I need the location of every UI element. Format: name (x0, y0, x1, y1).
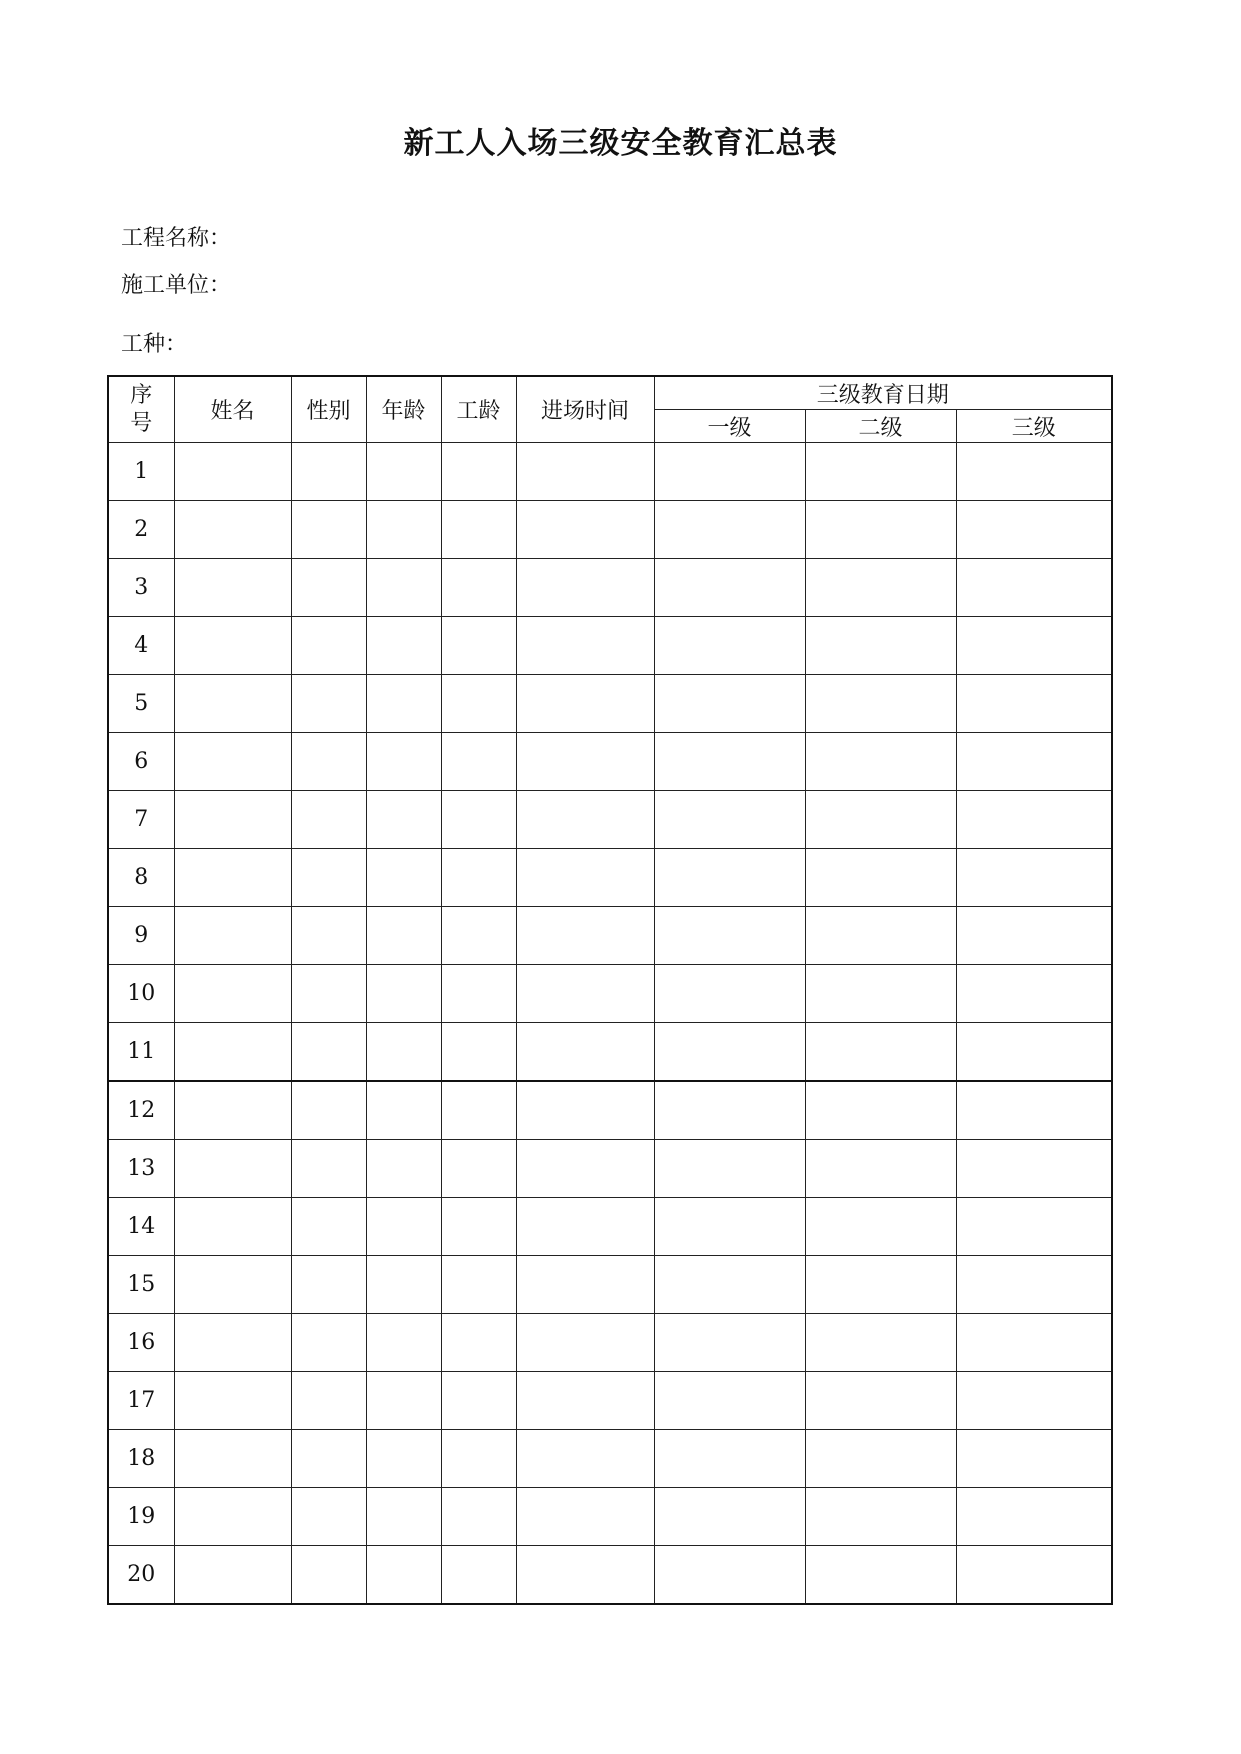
entry-time-cell[interactable] (516, 1198, 654, 1256)
level1-date-cell[interactable] (654, 849, 805, 907)
construction-unit-label: 施工单位： (121, 273, 232, 298)
entry-time-cell[interactable] (516, 617, 654, 675)
level3-date-cell[interactable] (956, 1023, 1112, 1082)
level2-date-cell[interactable] (805, 907, 956, 965)
header-entry-time: 进场时间 (516, 376, 654, 443)
seq-cell: 9 (108, 907, 174, 965)
level2-date-cell[interactable] (805, 1198, 956, 1256)
table-row (108, 1488, 1112, 1546)
gender-cell[interactable] (291, 965, 366, 1023)
work-years-cell[interactable] (441, 1546, 516, 1605)
gender-cell[interactable] (291, 733, 366, 791)
header-level1: 一级 (654, 410, 805, 443)
level2-date-cell[interactable] (805, 1488, 956, 1546)
age-cell[interactable] (366, 1081, 441, 1140)
table-row (108, 1081, 1112, 1140)
gender-cell[interactable] (291, 617, 366, 675)
level2-date-cell[interactable] (805, 1081, 956, 1140)
name-cell[interactable] (174, 1081, 291, 1140)
table-body (108, 376, 1112, 1604)
name-cell[interactable] (174, 907, 291, 965)
table-row (108, 617, 1112, 675)
entry-time-cell[interactable] (516, 791, 654, 849)
name-cell[interactable] (174, 1546, 291, 1605)
table-row (108, 1256, 1112, 1314)
level3-date-cell[interactable] (956, 559, 1112, 617)
work-years-cell[interactable] (441, 617, 516, 675)
level1-date-cell[interactable] (654, 1023, 805, 1082)
gender-cell[interactable] (291, 1140, 366, 1198)
name-cell[interactable] (174, 1140, 291, 1198)
entry-time-cell[interactable] (516, 965, 654, 1023)
name-cell[interactable] (174, 1430, 291, 1488)
header-edu-dates: 三级教育日期 (654, 376, 1112, 410)
work-years-cell[interactable] (441, 1140, 516, 1198)
table-row (108, 559, 1112, 617)
work-years-cell[interactable] (441, 501, 516, 559)
name-cell[interactable] (174, 733, 291, 791)
age-cell[interactable] (366, 1314, 441, 1372)
table-row (108, 443, 1112, 501)
age-cell[interactable] (366, 617, 441, 675)
age-cell[interactable] (366, 1488, 441, 1546)
work-years-cell[interactable] (441, 733, 516, 791)
work-years-cell[interactable] (441, 1198, 516, 1256)
work-years-cell[interactable] (441, 675, 516, 733)
work-years-cell[interactable] (441, 1256, 516, 1314)
gender-cell[interactable] (291, 675, 366, 733)
seq-cell: 2 (108, 501, 174, 559)
name-cell[interactable] (174, 1488, 291, 1546)
entry-time-cell[interactable] (516, 501, 654, 559)
age-cell[interactable] (366, 1430, 441, 1488)
work-years-cell[interactable] (441, 849, 516, 907)
table-row (108, 501, 1112, 559)
level1-date-cell[interactable] (654, 791, 805, 849)
level2-date-cell[interactable] (805, 1546, 956, 1605)
age-cell[interactable] (366, 1546, 441, 1605)
gender-cell[interactable] (291, 501, 366, 559)
entry-time-cell[interactable] (516, 1488, 654, 1546)
level2-date-cell[interactable] (805, 849, 956, 907)
gender-cell[interactable] (291, 1256, 366, 1314)
table-row (108, 907, 1112, 965)
level3-date-cell[interactable] (956, 733, 1112, 791)
age-cell[interactable] (366, 1140, 441, 1198)
level2-date-cell[interactable] (805, 733, 956, 791)
header-seq-line2: 号 (130, 410, 153, 436)
work-years-cell[interactable] (441, 1372, 516, 1430)
entry-time-cell[interactable] (516, 443, 654, 501)
level2-date-cell[interactable] (805, 1430, 956, 1488)
work-years-cell[interactable] (441, 1081, 516, 1140)
entry-time-cell[interactable] (516, 1023, 654, 1082)
seq-cell: 3 (108, 559, 174, 617)
table-row (108, 733, 1112, 791)
table-row (108, 1546, 1112, 1605)
level1-date-cell[interactable] (654, 1256, 805, 1314)
age-cell[interactable] (366, 1023, 441, 1082)
level1-date-cell[interactable] (654, 559, 805, 617)
age-cell[interactable] (366, 791, 441, 849)
entry-time-cell[interactable] (516, 849, 654, 907)
page-title: 新工人入场三级安全教育汇总表 (403, 126, 838, 161)
name-cell[interactable] (174, 965, 291, 1023)
seq-cell: 14 (108, 1198, 174, 1256)
table-row (108, 1430, 1112, 1488)
level3-date-cell[interactable] (956, 443, 1112, 501)
level2-date-cell[interactable] (805, 965, 956, 1023)
header-name: 姓名 (174, 376, 291, 443)
work-years-cell[interactable] (441, 443, 516, 501)
level1-date-cell[interactable] (654, 443, 805, 501)
name-cell[interactable] (174, 1314, 291, 1372)
work-years-cell[interactable] (441, 1488, 516, 1546)
entry-time-cell[interactable] (516, 1256, 654, 1314)
age-cell[interactable] (366, 559, 441, 617)
seq-cell: 1 (108, 443, 174, 501)
seq-cell: 6 (108, 733, 174, 791)
table-row (108, 1140, 1112, 1198)
name-cell[interactable] (174, 675, 291, 733)
work-years-cell[interactable] (441, 791, 516, 849)
level1-date-cell[interactable] (654, 617, 805, 675)
seq-cell: 11 (108, 1023, 174, 1082)
entry-time-cell[interactable] (516, 1430, 654, 1488)
gender-cell[interactable] (291, 443, 366, 501)
gender-cell[interactable] (291, 849, 366, 907)
level1-date-cell[interactable] (654, 1081, 805, 1140)
name-cell[interactable] (174, 443, 291, 501)
header-age: 年龄 (366, 376, 441, 443)
seq-cell: 12 (108, 1081, 174, 1140)
table-row (108, 849, 1112, 907)
seq-cell: 13 (108, 1140, 174, 1198)
level3-date-cell[interactable] (956, 1372, 1112, 1430)
entry-time-cell[interactable] (516, 1546, 654, 1605)
gender-cell[interactable] (291, 1372, 366, 1430)
level1-date-cell[interactable] (654, 1546, 805, 1605)
work-years-cell[interactable] (441, 1314, 516, 1372)
name-cell[interactable] (174, 617, 291, 675)
gender-cell[interactable] (291, 1314, 366, 1372)
header-gender: 性别 (291, 376, 366, 443)
trade-label: 工种： (121, 332, 188, 357)
name-cell[interactable] (174, 1372, 291, 1430)
gender-cell[interactable] (291, 1488, 366, 1546)
header-work-years: 工龄 (441, 376, 516, 443)
seq-cell: 20 (108, 1546, 174, 1605)
header-level2: 二级 (805, 410, 956, 443)
level3-date-cell[interactable] (956, 965, 1112, 1023)
entry-time-cell[interactable] (516, 559, 654, 617)
level2-date-cell[interactable] (805, 501, 956, 559)
table-row (108, 791, 1112, 849)
level1-date-cell[interactable] (654, 907, 805, 965)
level1-date-cell[interactable] (654, 1430, 805, 1488)
level1-date-cell[interactable] (654, 1314, 805, 1372)
seq-cell: 5 (108, 675, 174, 733)
work-years-cell[interactable] (441, 965, 516, 1023)
entry-time-cell[interactable] (516, 1372, 654, 1430)
entry-time-cell[interactable] (516, 1314, 654, 1372)
header-level3: 三级 (956, 410, 1112, 443)
table-row (108, 1314, 1112, 1372)
work-years-cell[interactable] (441, 1023, 516, 1082)
gender-cell[interactable] (291, 907, 366, 965)
level2-date-cell[interactable] (805, 1314, 956, 1372)
level2-date-cell[interactable] (805, 617, 956, 675)
seq-cell: 16 (108, 1314, 174, 1372)
level2-date-cell[interactable] (805, 443, 956, 501)
name-cell[interactable] (174, 1256, 291, 1314)
seq-cell: 8 (108, 849, 174, 907)
name-cell[interactable] (174, 501, 291, 559)
level3-date-cell[interactable] (956, 1546, 1112, 1605)
work-years-cell[interactable] (441, 559, 516, 617)
work-years-cell[interactable] (441, 907, 516, 965)
name-cell[interactable] (174, 791, 291, 849)
seq-cell: 7 (108, 791, 174, 849)
name-cell[interactable] (174, 849, 291, 907)
gender-cell[interactable] (291, 1430, 366, 1488)
level2-date-cell[interactable] (805, 791, 956, 849)
header-seq-line1: 序 (130, 382, 153, 408)
table-row (108, 675, 1112, 733)
age-cell[interactable] (366, 1372, 441, 1430)
level3-date-cell[interactable] (956, 791, 1112, 849)
gender-cell[interactable] (291, 559, 366, 617)
level1-date-cell[interactable] (654, 1372, 805, 1430)
level3-date-cell[interactable] (956, 907, 1112, 965)
project-name-label: 工程名称： (121, 226, 232, 251)
age-cell[interactable] (366, 501, 441, 559)
level2-date-cell[interactable] (805, 1023, 956, 1082)
age-cell[interactable] (366, 675, 441, 733)
entry-time-cell[interactable] (516, 1081, 654, 1140)
seq-cell: 18 (108, 1430, 174, 1488)
seq-cell: 4 (108, 617, 174, 675)
age-cell[interactable] (366, 1256, 441, 1314)
level3-date-cell[interactable] (956, 1488, 1112, 1546)
age-cell[interactable] (366, 849, 441, 907)
level3-date-cell[interactable] (956, 1198, 1112, 1256)
work-years-cell[interactable] (441, 1430, 516, 1488)
age-cell[interactable] (366, 733, 441, 791)
level1-date-cell[interactable] (654, 1140, 805, 1198)
seq-cell: 19 (108, 1488, 174, 1546)
table-row (108, 1372, 1112, 1430)
level1-date-cell[interactable] (654, 965, 805, 1023)
level3-date-cell[interactable] (956, 1430, 1112, 1488)
level1-date-cell[interactable] (654, 1488, 805, 1546)
table-row (108, 965, 1112, 1023)
level3-date-cell[interactable] (956, 1256, 1112, 1314)
age-cell[interactable] (366, 443, 441, 501)
age-cell[interactable] (366, 907, 441, 965)
gender-cell[interactable] (291, 1198, 366, 1256)
gender-cell[interactable] (291, 1081, 366, 1140)
gender-cell[interactable] (291, 1546, 366, 1605)
entry-time-cell[interactable] (516, 907, 654, 965)
level2-date-cell[interactable] (805, 1256, 956, 1314)
level1-date-cell[interactable] (654, 501, 805, 559)
level1-date-cell[interactable] (654, 675, 805, 733)
level1-date-cell[interactable] (654, 1198, 805, 1256)
gender-cell[interactable] (291, 791, 366, 849)
level1-date-cell[interactable] (654, 733, 805, 791)
level2-date-cell[interactable] (805, 1140, 956, 1198)
header-seq (108, 376, 174, 443)
summary-table (107, 375, 1113, 1605)
entry-time-cell[interactable] (516, 1140, 654, 1198)
seq-cell: 17 (108, 1372, 174, 1430)
level2-date-cell[interactable] (805, 675, 956, 733)
header-row-1 (108, 376, 1112, 410)
name-cell[interactable] (174, 1023, 291, 1082)
level3-date-cell[interactable] (956, 1140, 1112, 1198)
level3-date-cell[interactable] (956, 501, 1112, 559)
entry-time-cell[interactable] (516, 675, 654, 733)
name-cell[interactable] (174, 559, 291, 617)
age-cell[interactable] (366, 965, 441, 1023)
level3-date-cell[interactable] (956, 1314, 1112, 1372)
level2-date-cell[interactable] (805, 559, 956, 617)
level2-date-cell[interactable] (805, 1372, 956, 1430)
table-row (108, 1023, 1112, 1082)
seq-cell: 10 (108, 965, 174, 1023)
entry-time-cell[interactable] (516, 733, 654, 791)
level3-date-cell[interactable] (956, 675, 1112, 733)
level3-date-cell[interactable] (956, 849, 1112, 907)
gender-cell[interactable] (291, 1023, 366, 1082)
level3-date-cell[interactable] (956, 1081, 1112, 1140)
seq-cell: 15 (108, 1256, 174, 1314)
name-cell[interactable] (174, 1198, 291, 1256)
table-row (108, 1198, 1112, 1256)
level3-date-cell[interactable] (956, 617, 1112, 675)
age-cell[interactable] (366, 1198, 441, 1256)
